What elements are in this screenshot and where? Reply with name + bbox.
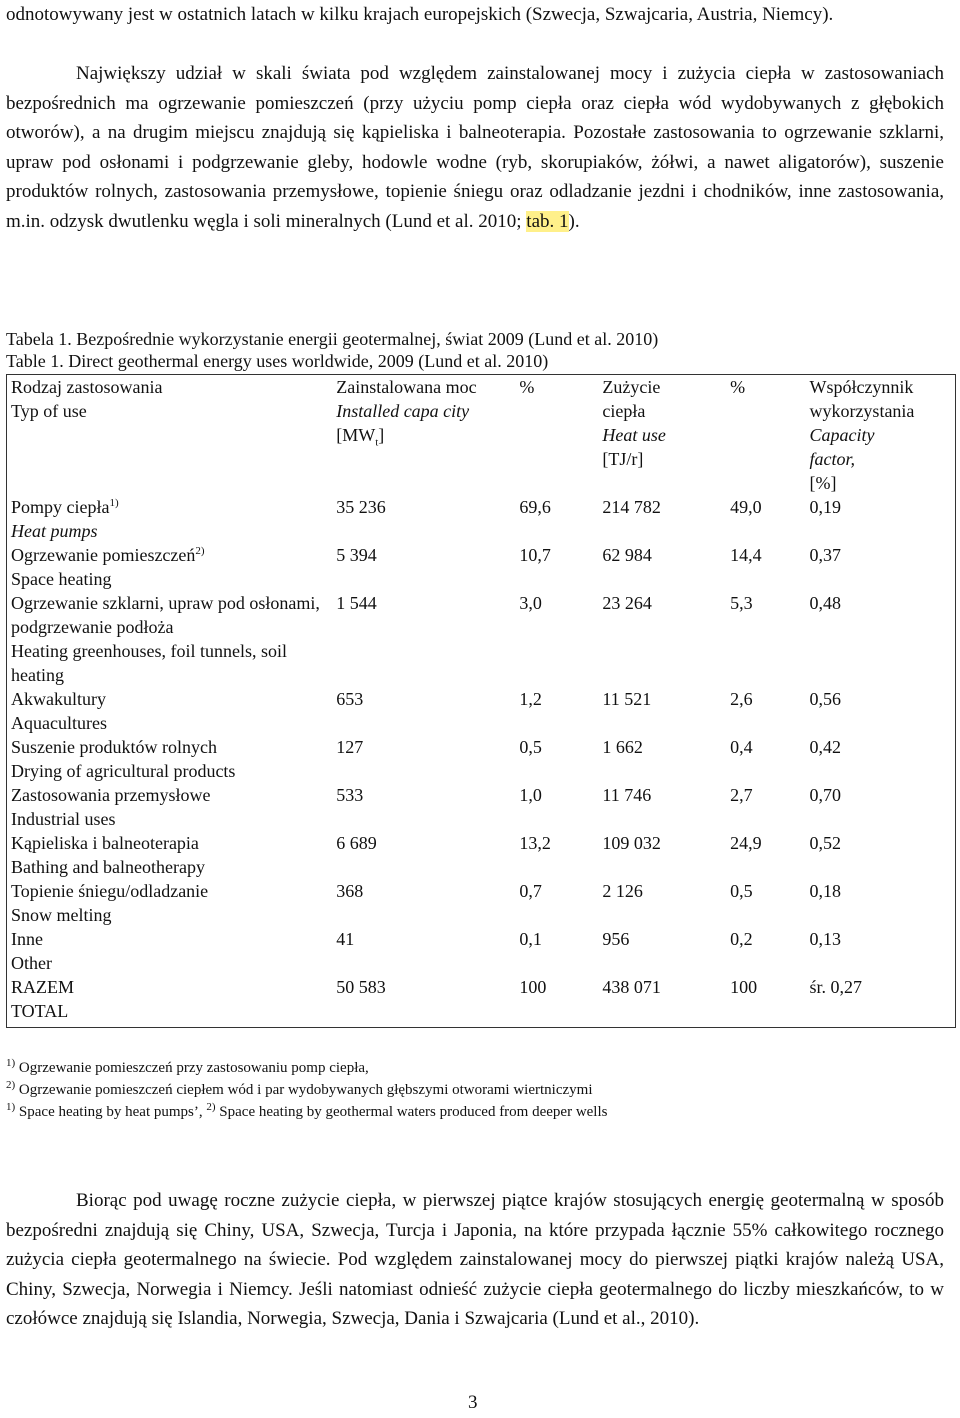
row-heat-use: 11 746 <box>602 785 652 805</box>
header-installed-capacity <box>332 375 515 496</box>
header-cf-en1: Capacity <box>809 425 875 445</box>
row-pct2: 2,6 <box>730 689 753 709</box>
row-type-pl <box>11 783 328 807</box>
row-pct1: 0,7 <box>519 881 542 901</box>
row-type-pl-text: Ogrzewanie szklarni, upraw pod osłonami, podgrzewanie podłoża <box>11 593 320 637</box>
table-container <box>6 374 956 1028</box>
intro-text-end: ). <box>568 210 580 232</box>
footnote-3-text-b: Space heating by geothermal waters produced from deeper wells <box>215 1104 608 1120</box>
footnote-2 <box>6 1080 592 1100</box>
table-body <box>7 495 956 975</box>
row-capacity: 127 <box>336 737 364 757</box>
table-row <box>7 735 956 783</box>
footnote-2-mark: 2) <box>6 1079 16 1091</box>
row-capacity-factor: 0,70 <box>809 785 841 805</box>
row-pct1: 0,5 <box>519 737 542 757</box>
header-percent-capacity <box>515 375 598 496</box>
header-capacity-factor <box>805 375 955 496</box>
footnote-1-text: Ogrzewanie pomieszczeń przy zastosowaniu pomp ciepła, <box>15 1060 369 1076</box>
page-number: 3 <box>468 1392 478 1413</box>
row-heat-use: 62 984 <box>602 545 652 565</box>
header-type-en: Typ of use <box>11 401 87 421</box>
footnote-3-text-a: Space heating by heat pumps’, <box>15 1104 207 1120</box>
footnote-1 <box>6 1058 369 1078</box>
unit-subscript: t <box>375 436 379 449</box>
row-type-pl <box>11 687 328 711</box>
footnote-3-mark-2: 2) <box>206 1101 216 1113</box>
table-caption-pl: Tabela 1. Bezpośrednie wykorzystanie energii geotermalnej, świat 2009 (Lund et al. 2010) <box>6 329 659 349</box>
closing-text: Biorąc pod uwagę roczne zużycie ciepła, w pierwszej piątce krajów stosujących energię geotermalną w sposób bezpośredni znajdują się Chiny, USA, Szwecja, Turcja i Japonia, na które przypada łącznie 55% całkowitego rocznego zużycia ciepła geotermalnego na świecie. Pod względem zainstalowanej mocy do pierwszej piątki krajów należą USA, Chiny, Szwecja, Norwegia i Niemcy. Jeśli natomiast odnieść zużycie ciepła geotermalnego do liczby mieszkańców, to w czołówce znajdują się Islandia, Norwegia, Szwecja, Dania i Szwajcaria (Lund et al., 2010). <box>6 1190 944 1329</box>
row-type-en: Snow melting <box>11 905 112 925</box>
row-type-pl <box>11 879 328 903</box>
header-use-en: Heat use <box>602 425 666 445</box>
row-type <box>7 735 333 783</box>
row-type-pl <box>11 735 328 759</box>
row-pct2: 24,9 <box>730 833 762 853</box>
unit-close: ] <box>378 425 385 445</box>
header-capacity-en: Installed capa city <box>336 401 470 421</box>
row-type <box>7 879 333 927</box>
row-pct1: 1,2 <box>519 689 542 709</box>
row-pct2: 5,3 <box>730 593 753 613</box>
row-pct1: 13,2 <box>519 833 551 853</box>
header-cf-unit: [%] <box>809 473 837 493</box>
row-capacity: 41 <box>336 929 355 949</box>
row-pct2: 0,2 <box>730 929 753 949</box>
row-pct1: 0,1 <box>519 929 542 949</box>
row-type <box>7 831 333 879</box>
header-cf-en2: factor, <box>809 449 855 469</box>
row-capacity: 653 <box>336 689 364 709</box>
row-capacity-factor: 0,13 <box>809 929 841 949</box>
row-heat-use: 23 264 <box>602 593 652 613</box>
geothermal-uses-table <box>6 374 956 1028</box>
row-capacity: 6 689 <box>336 833 377 853</box>
row-type-en: Industrial uses <box>11 809 116 829</box>
row-type <box>7 783 333 831</box>
row-type <box>7 927 333 975</box>
table-row <box>7 783 956 831</box>
row-pct1: 69,6 <box>519 497 551 517</box>
intro-text: Największy udział w skali świata pod względem zainstalowanej mocy i zużycia ciepła w zastosowaniach bezpośrednich ma ogrzewanie pomieszczeń (przy użyciu pomp ciepła oraz ciepła wód wydobywanych z głębokich otworów), a na drugim miejscu znajdują się kąpieliska i balneoterapia. Pozostałe zastosowania to ogrzewanie szklarni, upraw pod osłonami i podgrzewanie gleby, hodowle wodne (ryb, skorupiaków, żółwi, a nawet aligatorów), suszenie produktów rolnych, zastosowania przemysłowe, topienie śniegu oraz odladzanie jezdni i chodników, inne zastosowania, m.in. odzysk dwutlenku węgla i soli mineralnych (Lund et al. 2010; <box>6 63 944 232</box>
row-type-pl-text: Kąpieliska i balneoterapia <box>11 833 199 853</box>
total-label-en: TOTAL <box>11 1001 69 1021</box>
header-type-of-use <box>7 375 333 496</box>
row-heat-use: 214 782 <box>602 497 661 517</box>
row-capacity-factor: 0,52 <box>809 833 841 853</box>
header-cf-pl2: wykorzystania <box>809 401 915 421</box>
header-pct1: % <box>519 377 535 397</box>
header-type-pl: Rodzaj zastosowania <box>11 377 163 397</box>
table-row <box>7 591 956 687</box>
total-label-pl: RAZEM <box>11 977 74 997</box>
footnote-1-mark: 1) <box>6 1057 16 1069</box>
row-type-pl-text: Inne <box>11 929 43 949</box>
row-capacity: 1 544 <box>336 593 377 613</box>
row-capacity-factor: 0,19 <box>809 497 841 517</box>
table-reference-link[interactable]: tab. 1 <box>526 210 569 232</box>
row-type-en: Other <box>11 953 52 973</box>
footnote-3-mark-1: 1) <box>6 1101 16 1113</box>
row-capacity-factor: 0,18 <box>809 881 841 901</box>
header-pct2: % <box>730 377 746 397</box>
intro-text-line: odnotowywany jest w ostatnich latach w kilku krajach europejskich (Szwecja, Szwajcaria, Austria, Niemcy). <box>6 4 834 25</box>
row-type-en: Space heating <box>11 569 112 589</box>
table-row <box>7 831 956 879</box>
row-heat-use: 956 <box>602 929 630 949</box>
table-row <box>7 879 956 927</box>
row-type-pl-text: Suszenie produktów rolnych <box>11 737 217 757</box>
row-capacity-factor: 0,37 <box>809 545 841 565</box>
row-type <box>7 591 333 687</box>
row-type-pl <box>11 831 328 855</box>
row-footnote-mark: 1) <box>109 497 119 509</box>
row-capacity: 5 394 <box>336 545 377 565</box>
row-type-pl <box>11 591 328 639</box>
row-capacity-factor: 0,42 <box>809 737 841 757</box>
row-pct2: 0,5 <box>730 881 753 901</box>
total-heat-use: 438 071 <box>602 977 661 997</box>
table-row <box>7 927 956 975</box>
footnote-2-text: Ogrzewanie pomieszczeń ciepłem wód i par wydobywanych głębszymi otworami wiertniczymi <box>15 1082 593 1098</box>
total-label <box>7 975 333 1028</box>
closing-paragraph <box>6 1186 944 1334</box>
row-pct2: 14,4 <box>730 545 762 565</box>
table-total-row <box>7 975 956 1028</box>
total-pct1: 100 <box>519 977 547 997</box>
row-type-pl <box>11 495 328 519</box>
row-pct1: 10,7 <box>519 545 551 565</box>
header-use-unit: [TJ/r] <box>602 449 644 469</box>
row-capacity: 368 <box>336 881 364 901</box>
row-type-pl-text: Topienie śniegu/odladzanie <box>11 881 209 901</box>
row-heat-use: 11 521 <box>602 689 652 709</box>
row-heat-use: 2 126 <box>602 881 643 901</box>
row-heat-use: 1 662 <box>602 737 643 757</box>
row-pct2: 2,7 <box>730 785 753 805</box>
header-cf-pl1: Współczynnik <box>809 377 914 397</box>
row-heat-use: 109 032 <box>602 833 661 853</box>
total-capacity: 50 583 <box>336 977 386 997</box>
row-footnote-mark: 2) <box>195 545 205 557</box>
row-type-pl-text: Ogrzewanie pomieszczeń <box>11 545 196 565</box>
table-row <box>7 543 956 591</box>
header-capacity-pl: Zainstalowana moc <box>336 377 477 397</box>
row-pct2: 49,0 <box>730 497 762 517</box>
row-type-pl-text: Pompy ciepła <box>11 497 110 517</box>
table-row <box>7 687 956 735</box>
table-header-row <box>7 375 956 496</box>
row-type-pl-text: Zastosowania przemysłowe <box>11 785 211 805</box>
row-pct2: 0,4 <box>730 737 753 757</box>
header-use-pl1: Zużycie <box>602 377 661 397</box>
row-type-pl <box>11 927 328 951</box>
header-heat-use <box>598 375 726 496</box>
table-caption-en: Table 1. Direct geothermal energy uses worldwide, 2009 (Lund et al. 2010) <box>6 351 549 371</box>
row-type-en: Aquacultures <box>11 713 107 733</box>
row-type-en: Drying of agricultural products <box>11 761 236 781</box>
intro-paragraph <box>6 59 944 236</box>
row-capacity-factor: 0,48 <box>809 593 841 613</box>
row-pct1: 1,0 <box>519 785 542 805</box>
row-type-pl <box>11 543 328 567</box>
footnote-3 <box>6 1102 607 1122</box>
row-capacity: 35 236 <box>336 497 386 517</box>
table-row <box>7 495 956 543</box>
row-pct1: 3,0 <box>519 593 542 613</box>
total-pct2: 100 <box>730 977 758 997</box>
row-type <box>7 495 333 543</box>
row-capacity: 533 <box>336 785 364 805</box>
header-percent-use <box>726 375 805 496</box>
row-type-en: Bathing and balneotherapy <box>11 857 205 877</box>
unit-text: [MW <box>336 425 376 445</box>
row-type-en: Heat pumps <box>11 521 98 541</box>
row-type-en: Heating greenhouses, foil tunnels, soil heating <box>11 641 287 685</box>
header-capacity-unit <box>336 423 511 455</box>
row-type-pl-text: Akwakultury <box>11 689 106 709</box>
intro-paragraph-continued <box>6 0 944 30</box>
header-use-pl2: ciepła <box>602 401 646 421</box>
row-capacity-factor: 0,56 <box>809 689 841 709</box>
row-type <box>7 687 333 735</box>
total-capacity-factor: śr. 0,27 <box>809 977 862 997</box>
row-type <box>7 543 333 591</box>
